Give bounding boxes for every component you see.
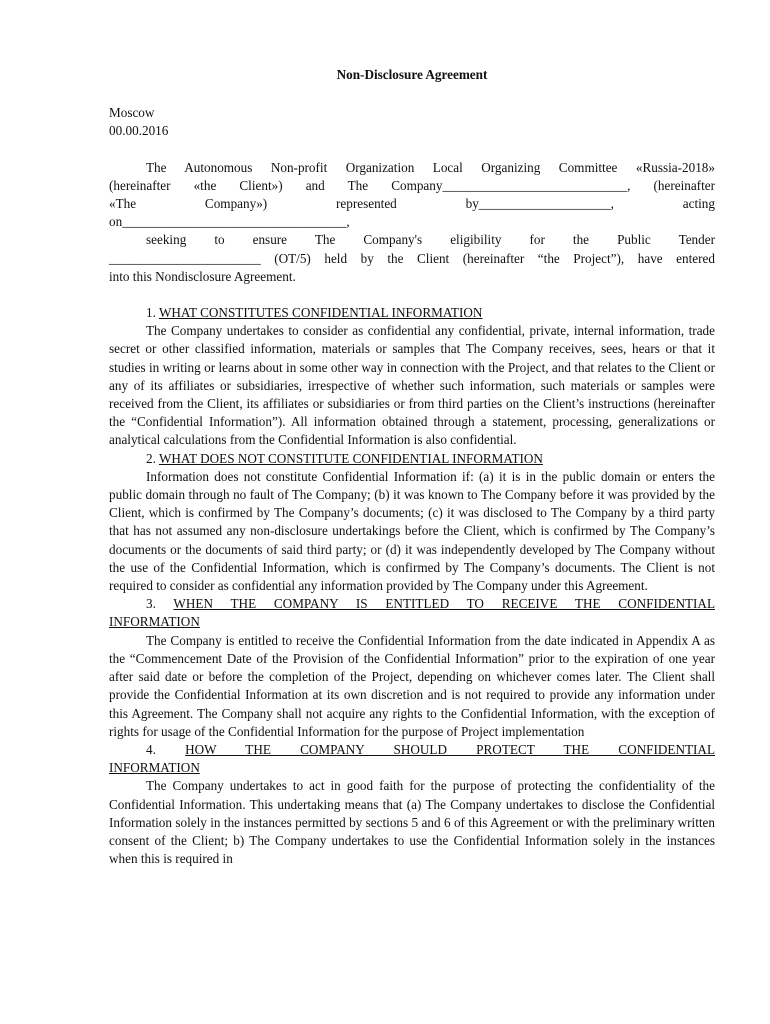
- preamble-line: seeking to ensure The Company's eligibility for the Public Tender: [146, 232, 715, 248]
- section-body: The Company undertakes to consider as confidential any confidential, private, internal information, trade secret or other classified information, materials or samples that The Company receives, sees, hears or that it studies in writing or learns about in some other way in connection with the Project, and that relates to the Client or any of its affiliates or subsidiaries, irrespective of whether such information, such materials or samples were received from the Client, its affiliates or subsidiaries or from third parties on the Client’s instructions (hereinafter the “Confidential Information”). All information obtained through a statement, processing, generalizations or analytical calculations from the Confidential Information is also confidential.: [109, 323, 715, 448]
- document-title: Non-Disclosure Agreement: [336, 67, 488, 82]
- section-number: 1.: [146, 305, 156, 321]
- preamble-line: The Autonomous Non-profit Organization Local Organizing Committee «Russia-2018»: [146, 159, 715, 175]
- section-body: The Company undertakes to act in good faith for the purpose of protecting the confidentiality of the Confidential Information. This undertaking means that (a) The Company undertakes to disclose the Confidential Information solely in the instances permitted by sections 5 and 6 of this Agreement or with the preliminary written consent of the Client; b) The Company undertakes to use the Confidential Information solely in the instances when this is required in: [109, 778, 715, 867]
- preamble-line: _______________________ (OT/5) held by the Client (hereinafter “the Project”), have entered: [109, 250, 715, 266]
- section-body: Information does not constitute Confidential Information if: (a) it is in the public domain or enters the public domain through no fault of The Company; (b) it was known to The Company before it was provided by the Client, which is confirmed by The Company’s documents; (c) it was disclosed to The Company by a third party that has not assumed any non-disclosure undertakings before the Client, which is confirmed by The Company’s documents or the documents of said third party; or (d) it was independently developed by The Company without the use of the Confidential Information, which is confirmed by The Company’s documents. The Client is not required to consider as confidential any information provided by The Company under this Agreement.: [109, 468, 715, 594]
- section-number: 2.: [146, 450, 156, 466]
- section-title: HOW THE COMPANY SHOULD PROTECT THE CONFIDENTIAL: [185, 741, 716, 757]
- section-4: [109, 741, 715, 868]
- section-title: WHEN THE COMPANY IS ENTITLED TO RECEIVE THE CONFIDENTIAL: [173, 596, 715, 612]
- section-1: [109, 304, 715, 450]
- section-2: [109, 450, 715, 596]
- section-heading: [109, 595, 715, 613]
- preamble-line: on__________________________________,: [109, 214, 350, 230]
- section-number: 4.: [146, 741, 156, 757]
- section-3: [109, 595, 715, 741]
- section-heading: [109, 450, 715, 468]
- preamble-line: (hereinafter «the Client») and The Company____________________________, (hereinafter: [109, 177, 715, 193]
- preamble-line: into this Nondisclosure Agreement.: [109, 268, 296, 284]
- section-title: WHAT DOES NOT CONSTITUTE CONFIDENTIAL INFORMATION: [158, 450, 543, 466]
- section-title-continued: INFORMATION: [109, 614, 200, 630]
- section-heading: [109, 741, 715, 759]
- section-title: WHAT CONSTITUTES CONFIDENTIAL INFORMATION: [158, 305, 483, 321]
- section-title-continued: INFORMATION: [109, 760, 200, 776]
- section-number: 3.: [146, 596, 156, 612]
- section-heading: [109, 304, 715, 322]
- city: Moscow: [109, 105, 155, 121]
- section-body: The Company is entitled to receive the Confidential Information from the date indicated in Appendix A as the “Commencement Date of the Provision of the Confidential Information” prior to the expiration of one year after said date or before the completion of the Project, depending on whichever comes later. The Client shall provide the Confidential Information at its own discretion and is not required to provide any information under this Agreement. The Company shall not acquire any rights to the Confidential Information, with the exception of rights for usage of the Confidential Information for the purpose of Project implementation: [109, 632, 715, 739]
- document-page: [109, 66, 715, 868]
- date: 00.00.2016: [109, 123, 169, 139]
- preamble: [109, 159, 715, 286]
- preamble-line: «The Company») represented by____________________, acting: [109, 196, 715, 212]
